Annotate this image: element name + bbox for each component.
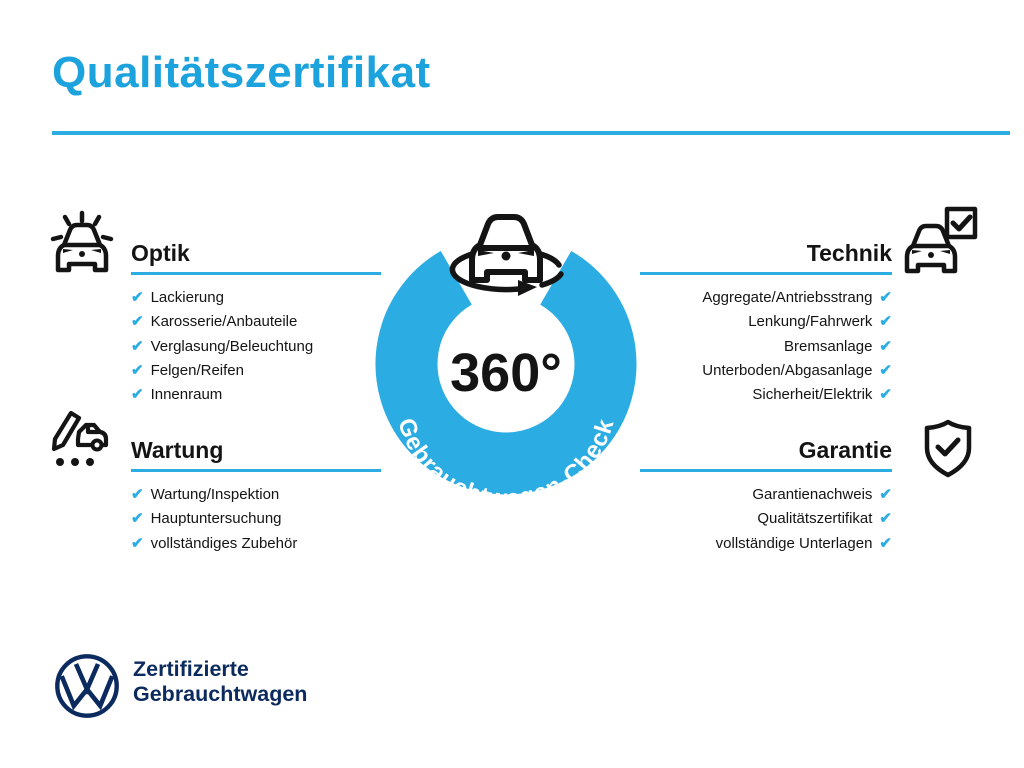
checklist-item-label: Hauptuntersuchung	[150, 510, 282, 528]
check-icon: ✔	[879, 361, 892, 379]
brand-claim-line2: Gebrauchtwagen	[133, 681, 308, 706]
checklist-item	[131, 286, 381, 310]
checklist	[640, 483, 892, 556]
checklist-item	[131, 483, 381, 507]
car-rotation-icon	[472, 217, 540, 280]
check-icon: ✔	[131, 510, 144, 528]
check-icon: ✔	[879, 289, 892, 306]
brand-claim	[133, 657, 307, 706]
section-technik	[640, 240, 892, 407]
checklist-item-label: Unterboden/Abgasanlage	[702, 361, 873, 379]
check-icon: ✔	[131, 486, 144, 503]
checklist-item-label: Wartung/Inspektion	[150, 486, 280, 503]
checklist-item-label: vollständiges Zubehör	[150, 534, 298, 552]
check-icon: ✔	[879, 313, 892, 331]
checklist-item-label: vollständige Unterlagen	[715, 534, 873, 552]
checklist	[640, 286, 892, 407]
car-checkbox-icon	[903, 205, 981, 277]
section-wartung	[131, 437, 381, 556]
checklist-item-label: Verglasung/Beleuchtung	[150, 337, 314, 355]
page-title: Qualitätszertifikat	[52, 48, 431, 97]
section-heading: Technik	[806, 240, 892, 266]
check-icon: ✔	[131, 386, 144, 404]
check-icon: ✔	[879, 510, 892, 528]
checklist-item-label: Qualitätszertifikat	[757, 510, 873, 528]
shield-check-icon	[916, 417, 980, 481]
section-divider	[131, 272, 381, 275]
checklist-item	[640, 383, 892, 407]
check-icon: ✔	[131, 534, 144, 552]
degree-label: 360°	[450, 343, 562, 403]
checklist-item-label: Felgen/Reifen	[150, 361, 244, 379]
ring-label: Gebrauchtwagen-Check	[392, 414, 620, 513]
shiny-car-icon	[46, 208, 118, 280]
checklist-item-label: Karosserie/Anbauteile	[150, 313, 298, 331]
section-divider	[640, 469, 892, 472]
checklist-item-label: Lackierung	[150, 289, 224, 306]
section-heading: Wartung	[131, 437, 224, 463]
check-icon: ✔	[131, 289, 144, 306]
360-check-diagram	[356, 184, 656, 514]
checklist-item-label: Garantienachweis	[752, 486, 873, 503]
checklist-item	[131, 359, 381, 383]
section-heading: Optik	[131, 240, 190, 266]
vw-logo	[54, 653, 120, 719]
check-icon: ✔	[131, 337, 144, 355]
checklist-item	[640, 310, 892, 334]
checklist-item-label: Aggregate/Antriebsstrang	[702, 289, 873, 306]
section-garantie	[640, 437, 892, 556]
section-optik	[131, 240, 381, 407]
checklist-item	[131, 507, 381, 531]
checklist-item	[640, 532, 892, 556]
check-icon: ✔	[131, 361, 144, 379]
checklist-item	[131, 335, 381, 359]
checklist	[131, 286, 381, 407]
checklist-item-label: Bremsanlage	[784, 337, 873, 355]
check-icon: ✔	[131, 313, 144, 331]
title-divider	[52, 131, 1010, 135]
section-divider	[640, 272, 892, 275]
checklist-item	[640, 507, 892, 531]
checklist-item	[131, 532, 381, 556]
pencil-car-icon	[46, 408, 118, 480]
check-icon: ✔	[879, 386, 892, 404]
checklist-item	[131, 383, 381, 407]
check-icon: ✔	[879, 534, 892, 552]
checklist-item-label: Innenraum	[150, 386, 223, 404]
section-heading: Garantie	[798, 437, 892, 463]
checklist-item	[640, 483, 892, 507]
checklist	[131, 483, 381, 556]
section-divider	[131, 469, 381, 472]
checklist-item	[640, 286, 892, 310]
checklist-item-label: Sicherheit/Elektrik	[752, 386, 873, 404]
checklist-item-label: Lenkung/Fahrwerk	[748, 313, 873, 331]
checklist-item	[131, 310, 381, 334]
brand-claim-line1: Zertifizierte	[133, 657, 249, 681]
checklist-item	[640, 359, 892, 383]
checklist-item	[640, 335, 892, 359]
check-icon: ✔	[879, 337, 892, 355]
check-icon: ✔	[879, 486, 892, 503]
